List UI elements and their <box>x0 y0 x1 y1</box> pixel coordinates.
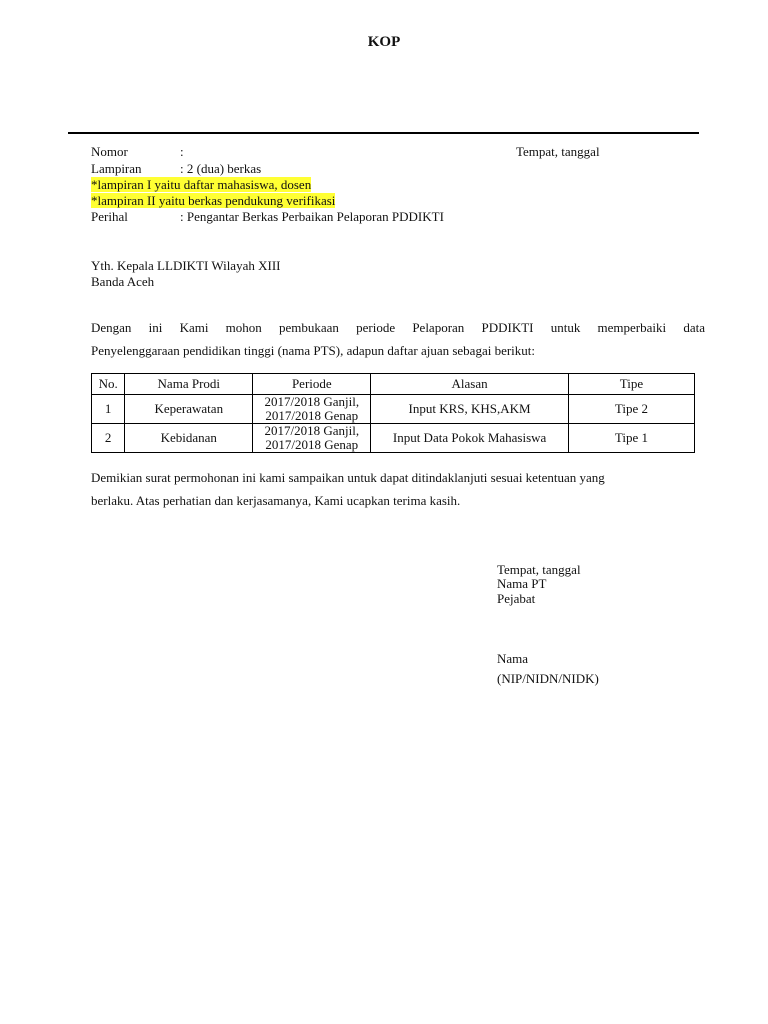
periode-line-2: 2017/2018 Genap <box>265 408 359 423</box>
cell-no: 1 <box>92 395 125 424</box>
ajuan-table <box>91 373 695 453</box>
perihal-label: Perihal <box>91 209 128 224</box>
cell-prodi: Keperawatan <box>125 395 253 424</box>
header-prodi: Nama Prodi <box>125 374 253 395</box>
cell-tipe: Tipe 1 <box>568 424 694 453</box>
perihal-value: : Pengantar Berkas Perbaikan Pelaporan PDDIKTI <box>180 209 444 224</box>
signature-org: Nama PT <box>497 576 547 591</box>
intro-line-1: Dengan ini Kami mohon pembukaan periode Pelaporan PDDIKTI untuk memperbaiki data <box>91 320 705 335</box>
header-tipe: Tipe <box>568 374 694 395</box>
table-row <box>92 424 695 453</box>
periode-line-1: 2017/2018 Ganjil, <box>264 394 360 409</box>
periode-line-1: 2017/2018 Ganjil, <box>264 423 360 438</box>
nomor-label: Nomor <box>91 144 128 159</box>
cell-alasan: Input Data Pokok Mahasiswa <box>371 424 569 453</box>
table-header-row <box>92 374 695 395</box>
signature-place-date: Tempat, tanggal <box>497 562 581 577</box>
header-periode: Periode <box>253 374 371 395</box>
letterhead-title: KOP <box>367 34 401 50</box>
cell-alasan: Input KRS, KHS,AKM <box>371 395 569 424</box>
periode-line-2: 2017/2018 Genap <box>265 437 359 452</box>
cell-periode <box>253 424 371 453</box>
nomor-value: : <box>180 144 184 159</box>
signature-position: Pejabat <box>497 591 536 606</box>
lampiran-note-2: *lampiran II yaitu berkas pendukung verifikasi <box>91 193 336 208</box>
lampiran-note-1: *lampiran I yaitu daftar mahasiswa, dosen <box>91 177 312 192</box>
lampiran-value: : 2 (dua) berkas <box>180 161 262 176</box>
letter-date: Tempat, tanggal <box>516 144 600 159</box>
signature-id: (NIP/NIDN/NIDK) <box>497 671 599 686</box>
table-row <box>92 395 695 424</box>
recipient-line-1: Yth. Kepala LLDIKTI Wilayah XIII <box>91 258 281 273</box>
cell-tipe: Tipe 2 <box>568 395 694 424</box>
cell-prodi: Kebidanan <box>125 424 253 453</box>
cell-no: 2 <box>92 424 125 453</box>
lampiran-label: Lampiran <box>91 161 142 176</box>
closing-line-1: Demikian surat permohonan ini kami sampaikan untuk dapat ditindaklanjuti sesuai ketentuan yang <box>91 470 605 485</box>
recipient-line-2: Banda Aceh <box>91 274 155 289</box>
closing-line-2: berlaku. Atas perhatian dan kerjasamanya, Kami ucapkan terima kasih. <box>91 493 461 508</box>
letterhead-divider <box>68 132 699 134</box>
signature-name: Nama <box>497 651 529 666</box>
cell-periode <box>253 395 371 424</box>
intro-line-2: Penyelenggaraan pendidikan tinggi (nama PTS), adapun daftar ajuan sebagai berikut: <box>91 343 536 358</box>
header-alasan: Alasan <box>371 374 569 395</box>
header-no: No. <box>92 374 125 395</box>
